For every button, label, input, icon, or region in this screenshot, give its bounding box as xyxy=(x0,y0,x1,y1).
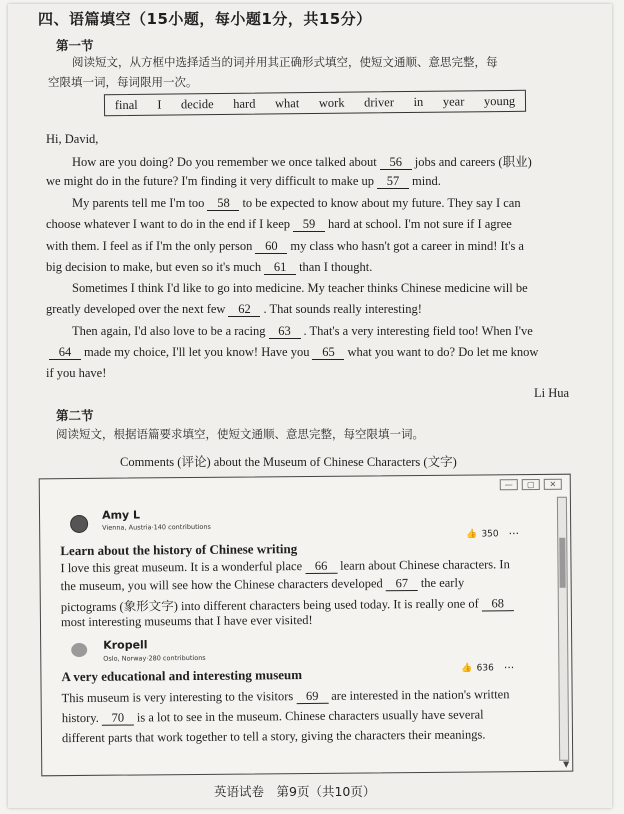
exam-page xyxy=(8,4,612,808)
letter-line: Sometimes I think I'd like to go into medicine. My teacher thinks Chinese medicine will be xyxy=(72,281,528,295)
letter-line: Then again, I'd also love to be a racing 63 . That's a very interesting field too! When I've xyxy=(72,324,533,338)
scrollbar-thumb[interactable] xyxy=(559,538,565,588)
avatar xyxy=(70,515,88,533)
review-title: A very educational and interesting museum xyxy=(61,667,303,685)
letter-line: we might do in the future? I'm finding it very difficult to make up 57 mind. xyxy=(46,174,441,188)
part1-instruction-2: 空限填一词，每词限用一次。 xyxy=(48,75,198,89)
blank-67[interactable]: 67 xyxy=(386,577,418,591)
reviewer-meta: Vienna, Austria·140 contributions xyxy=(102,522,211,532)
reviewer-meta: Oslo, Norway·280 contributions xyxy=(103,653,206,663)
comments-window xyxy=(39,474,574,777)
part1-instruction-1: 阅读短文，从方框中选择适当的词并用其正确形式填空，使短文通顺、意思完整，每 xyxy=(72,55,498,69)
blank-69[interactable]: 69 xyxy=(296,690,328,704)
blank-63[interactable]: 63 xyxy=(269,325,301,339)
maximize-button[interactable]: ▢ xyxy=(522,479,540,490)
letter-line: 64 made my choice, I'll let you know! Have you 65 what you want to do? Do let me know xyxy=(46,345,538,360)
avatar xyxy=(71,643,87,657)
word-box-item: driver xyxy=(364,94,395,109)
minimize-button[interactable]: — xyxy=(500,479,518,490)
word-box-item: in xyxy=(413,94,424,109)
reviewer-name: Amy L xyxy=(101,508,141,522)
scroll-down-icon[interactable]: ▼ xyxy=(563,759,570,769)
letter-line: greatly developed over the next few 62 . That sounds really interesting! xyxy=(46,302,422,316)
thumbs-up-icon: 👍 xyxy=(461,663,473,674)
review-line: I love this great museum. It is a wonderful place 66 learn about Chinese characters. In xyxy=(60,557,510,576)
word-box-item: final xyxy=(114,97,138,112)
blank-70[interactable]: 70 xyxy=(102,712,134,726)
review-line: This museum is very interesting to the visitors 69 are interested in the nation's written xyxy=(61,687,510,706)
letter-line: big decision to make, but even so it's much 61 than I thought. xyxy=(46,260,373,274)
word-box-item: I xyxy=(157,97,162,112)
more-icon[interactable]: ··· xyxy=(508,527,520,541)
word-box-item: year xyxy=(442,93,465,109)
review-line: most interesting museums that I have ever visited! xyxy=(60,612,313,630)
letter-line: with them. I feel as if I'm the only person 60 my class who hasn't got a career in mind! It's a xyxy=(46,239,524,253)
blank-64[interactable]: 64 xyxy=(49,346,81,360)
comments-caption: Comments (评论) about the Museum of Chinese Characters (文字) xyxy=(120,455,457,469)
letter-signature: Li Hua xyxy=(534,386,570,400)
word-box-item: hard xyxy=(233,96,256,111)
blank-58[interactable]: 58 xyxy=(207,197,239,211)
close-button[interactable]: ✕ xyxy=(544,479,562,490)
thumbs-up-icon: 👍 xyxy=(466,529,478,540)
blank-61[interactable]: 61 xyxy=(264,261,296,275)
blank-60[interactable]: 60 xyxy=(255,240,287,254)
blank-57[interactable]: 57 xyxy=(377,175,409,189)
scrollbar[interactable] xyxy=(557,497,569,761)
part2-label: 第二节 xyxy=(56,408,94,423)
review-line: the museum, you will see how the Chinese characters developed 67 the early xyxy=(60,575,465,594)
more-icon[interactable]: ··· xyxy=(503,661,515,675)
reviewer-name: Kropell xyxy=(103,638,148,652)
blank-62[interactable]: 62 xyxy=(228,303,260,317)
letter-line: choose whatever I want to do in the end if I keep 59 hard at school. I'm not sure if I agree xyxy=(46,217,512,231)
review-line: history. 70 is a lot to see in the museum. Chinese characters usually have several xyxy=(61,707,484,726)
page-footer: 英语试卷 第9页（共10页） xyxy=(214,784,376,799)
blank-66[interactable]: 66 xyxy=(305,560,337,574)
blank-68[interactable]: 68 xyxy=(482,597,514,611)
blank-65[interactable]: 65 xyxy=(312,346,344,360)
word-box-item: work xyxy=(318,95,345,110)
letter-greeting: Hi, David, xyxy=(46,132,99,146)
section-heading: 四、语篇填空（15小题，每小题1分，共15分） xyxy=(38,10,372,28)
word-box-item: young xyxy=(483,93,516,108)
word-box-item: decide xyxy=(180,96,214,111)
review-title: Learn about the history of Chinese writing xyxy=(60,541,298,559)
blank-59[interactable]: 59 xyxy=(293,218,325,232)
review-line: pictograms (象形文字) into different characters being used today. It is really one of 68 xyxy=(61,593,517,615)
blank-56[interactable]: 56 xyxy=(380,156,412,170)
like-count[interactable]: 👍 636 ··· xyxy=(461,661,515,675)
word-box-item: what xyxy=(274,95,300,110)
word-box xyxy=(104,90,526,116)
part1-label: 第一节 xyxy=(56,38,94,53)
window-controls xyxy=(500,479,562,491)
letter-line: if you have! xyxy=(46,366,107,380)
letter-line: My parents tell me I'm too 58 to be expected to know about my future. They say I can xyxy=(72,196,521,210)
letter-line: How are you doing? Do you remember we once talked about 56 jobs and careers (职业) xyxy=(72,155,532,169)
like-count[interactable]: 👍 350 ··· xyxy=(466,527,520,541)
part2-instruction: 阅读短文，根据语篇要求填空，使短文通顺、意思完整，每空限填一词。 xyxy=(56,427,424,441)
review-line: different parts that work together to tell a story, giving the characters their meanings. xyxy=(61,727,486,746)
